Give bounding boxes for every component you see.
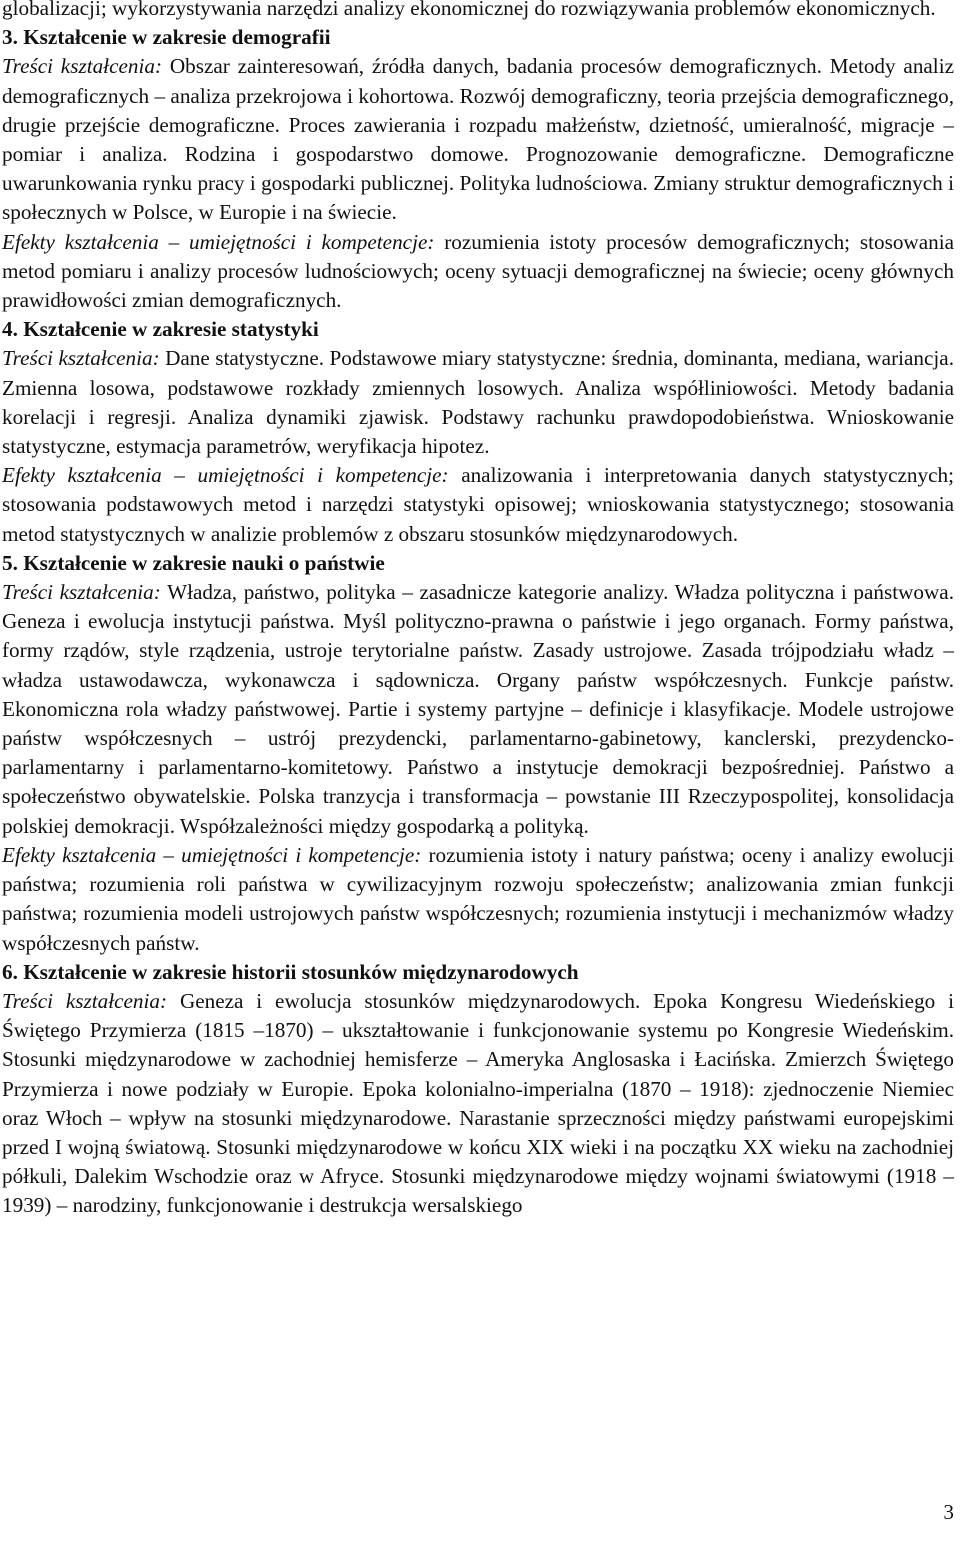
section-6-heading: 6. Kształcenie w zakresie historii stosunków międzynarodowych [2, 959, 579, 984]
section-6-content-text: Geneza i ewolucja stosunków międzynarodowych. Epoka Kongresu Wiedeńskiego i Świętego Przymierza (1815 –1870) – ukształtowanie i funkcjonowanie systemu po Kongresie Wiedeńskim. Stosunki międzynarodowe w zachodniej hemisferze – Ameryka Anglosaska i Łacińska. Zmierzch Świętego Przymierza i nowe podziały w Europie. Epoka kolonialno-imperialna (1870 – 1918): zjednoczenie Niemiec oraz Włoch – wpływ na stosunki międzynarodowe. Narastanie sprzeczności między państwami europejskimi przed I wojną światową. Stosunki międzynarodowe w końcu XIX wieki i na początku XX wieku na zachodniej półkuli, Dalekim Wschodzie oraz w Afryce. Stosunki międzynarodowe między wojnami światowymi (1918 – 1939) – narodziny, funkcjonowanie i destrukcja wersalskiego [2, 988, 955, 1218]
section-4-effects-text: analizowania i interpretowania danych statystycznych; stosowania podstawowych metod i narzędzi statystyki opisowej; wnioskowania statystycznego; stosowania metod statystycznych w analizie problemów z obszaru stosunków międzynarodowych. [2, 463, 954, 546]
section-6-content-label: Treści kształcenia: [2, 988, 168, 1013]
section-5-content [2, 578, 954, 841]
section-5-content-text: Władza, państwo, polityka – zasadnicze kategorie analizy. Władza polityczna i państwowa. Geneza i ewolucja instytucji państwa. Myśl polityczno-prawna o państwie i jego organach. Formy państwa, formy rządów, style rządzenia, ustroje terytorialne państw. Zasady ustrojowe. Zasada trójpodziału władz – władza ustawodawcza, wykonawcza i sądownicza. Organy państw współczesnych. Funkcje państw. Ekonomiczna rola władzy państwowej. Partie i systemy partyjne – definicje i klasyfikacje. Modele ustrojowe państw współczesnych – ustrój prezydencki, parlamentarno-gabinetowy, kanclerski, prezydencko-parlamentarny i parlamentarno-komitetowy. Państwo a instytucje demokracji bezpośredniej. Państwo a społeczeństwo obywatelskie. Polska tranzycja i transformacja – powstanie III Rzeczypospolitej, konsolidacja polskiej demokracji. Współzależności między gospodarką a polityką. [2, 580, 954, 838]
section-3-effects [2, 228, 954, 316]
section-3-effects-text: rozumienia istoty procesów demograficznych; stosowania metod pomiaru i analizy procesów ludnościowych; oceny sytuacji demograficznej na świecie; oceny głównych prawidłowości zmian demograficznych. [2, 229, 954, 313]
section-6-content [2, 987, 954, 1221]
section-3-heading: 3. Kształcenie w zakresie demografii [2, 25, 331, 50]
page-number: 3 [943, 1500, 954, 1524]
section-4-effects [2, 461, 954, 549]
section-4-effects-label: Efekty kształcenia – umiejętności i kompetencje: [2, 463, 449, 488]
section-4-heading: 4. Kształcenie w zakresie statystyki [2, 317, 319, 342]
section-5-effects-text: rozumienia istoty i natury państwa; oceny i analizy ewolucji państwa; rozumienia roli państwa w cywilizacyjnym rozwoju społeczeństw; analizowania zmian funkcji państwa; rozumienia modeli ustrojowych państw współczesnych; rozumienia instytucji i mechanizmów władzy współczesnych państw. [2, 842, 954, 955]
section-3-content-text: Obszar zainteresowań, źródła danych, badania procesów demograficznych. Metody analiz demograficznych – analiza przekrojowa i kohortowa. Rozwój demograficzny, teoria przejścia demograficznego, drugie przejście demograficzne. Proces zawierania i rozpadu małżeństw, dzietność, umieralność, migracje – pomiar i analiza. Rodzina i gospodarstwo domowe. Prognozowanie demograficzne. Demograficzne uwarunkowania rynku pracy i gospodarki publicznej. Polityka ludnościowa. Zmiany struktur demograficznych i społecznych w Polsce, w Europie i na świecie. [2, 54, 954, 225]
section-3-content-label: Treści kształcenia: [2, 54, 163, 79]
section-4-content-label: Treści kształcenia: [2, 346, 160, 371]
section-5-content-label: Treści kształcenia: [2, 580, 161, 605]
section-5-effects [2, 841, 954, 958]
section-3-content [2, 52, 954, 227]
section-3-effects-label: Efekty kształcenia – umiejętności i kompetencje: [2, 229, 435, 254]
section-5-effects-label: Efekty kształcenia – umiejętności i kompetencje: [2, 842, 422, 867]
lead-paragraph: globalizacji; wykorzystywania narzędzi analizy ekonomicznej do rozwiązywania problemów ekonomicznych. [2, 0, 936, 20]
section-5-heading: 5. Kształcenie w zakresie nauki o państwie [2, 550, 385, 575]
section-4-content [2, 344, 954, 461]
section-4-content-text: Dane statystyczne. Podstawowe miary statystyczne: średnia, dominanta, mediana, wariancja. Zmienna losowa, podstawowe rozkłady zmiennych losowych. Analiza współliniowości. Metody badania korelacji i regresji. Analiza dynamiki zjawisk. Podstawy rachunku prawdopodobieństwa. Wnioskowanie statystyczne, estymacja parametrów, weryfikacja hipotez. [2, 346, 955, 459]
document-page [2, 0, 954, 1221]
